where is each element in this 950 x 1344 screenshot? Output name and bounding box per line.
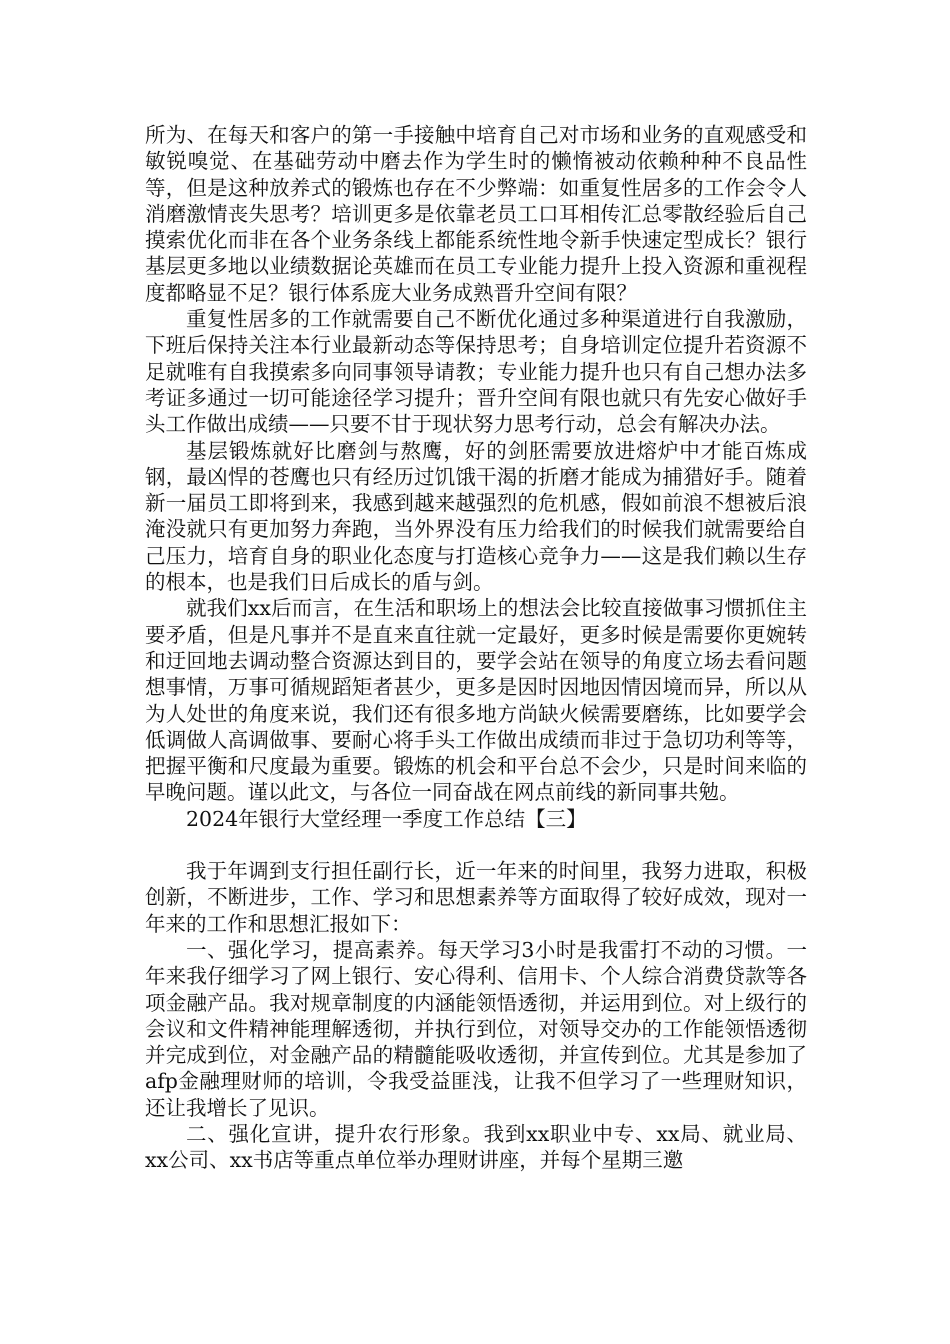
paragraph-3: 基层锻炼就好比磨剑与熬鹰，好的剑胚需要放进熔炉中才能百炼成钢，最凶悍的苍鹰也只有经历过饥饿干渴的折磨才能成为捕猎好手。随着新一届员工即将到来，我感到越来越强烈的危机感，假如前浪不想被后浪淹没就只有更加努力奔跑，当外界没有压力给我们的时候我们就需要给自己压力，培育自身的职业化态度与打造核心竞争力——这是我们赖以生存的根本，也是我们日后成长的盾与剑。 — [145, 438, 807, 595]
blank-line — [145, 832, 807, 858]
paragraph-4: 就我们xx后而言，在生活和职场上的想法会比较直接做事习惯抓住主要矛盾，但是凡事并不是直来直往就一定最好，更多时候是需要你更婉转和迂回地去调动整合资源达到目的，要学会站在领导的角度立场去看问题想事情，万事可循规蹈矩者甚少，更多是因时因地因情因境而异，所以从为人处世的角度来说，我们还有很多地方尚缺火候需要磨练，比如要学会低调做人高调做事、要耐心将手头工作做出成绩而非过于急切功利等等，把握平衡和尺度最为重要。锻炼的机会和平台总不会少，只是时间来临的早晚问题。谨以此文，与各位一同奋战在网点前线的新同事共勉。 — [145, 596, 807, 805]
paragraph-1: 所为、在每天和客户的第一手接触中培育自己对市场和业务的直观感受和敏锐嗅觉、在基础劳动中磨去作为学生时的懒惰被动依赖种种不良品性等，但是这种放养式的锻炼也存在不少弊端：如重复性居多的工作会令人消磨激情丧失思考？培训更多是依靠老员工口耳相传汇总零散经验后自己摸索优化而非在各个业务条线上都能系统性地令新手快速定型成长？银行基层更多地以业绩数据论英雄而在员工专业能力提升上投入资源和重视程度都略显不足？银行体系庞大业务成熟晋升空间有限？ — [145, 123, 807, 305]
section-paragraph-3: 二、强化宣讲，提升农行形象。我到xx职业中专、xx局、就业局、xx公司、xx书店等重点单位举办理财讲座，并每个星期三邀 — [145, 1121, 807, 1173]
section-heading: 2024年银行大堂经理一季度工作总结【三】 — [186, 806, 587, 831]
document-page — [145, 122, 807, 1174]
section-paragraph-1: 我于年调到支行担任副行长，近一年来的时间里，我努力进取，积极创新，不断进步，工作、学习和思想素养等方面取得了较好成效，现对一年来的工作和思想汇报如下： — [145, 859, 807, 936]
paragraph-2: 重复性居多的工作就需要自己不断优化通过多种渠道进行自我激励，下班后保持关注本行业最新动态等保持思考；自身培训定位提升若资源不足就唯有自我摸索多向同事领导请教；专业能力提升也只有自己想办法多考证多通过一切可能途径学习提升；晋升空间有限也就只有先安心做好手头工作做出成绩——只要不甘于现状努力思考行动，总会有解决办法。 — [145, 307, 807, 437]
section-paragraph-2: 一、强化学习，提高素养。每天学习3小时是我雷打不动的习惯。一年来我仔细学习了网上银行、安心得利、信用卡、个人综合消费贷款等各项金融产品。我对规章制度的内涵能领悟透彻，并运用到位。对上级行的会议和文件精神能理解透彻，并执行到位，对领导交办的工作能领悟透彻并完成到位，对金融产品的精髓能吸收透彻，并宣传到位。尤其是参加了afp金融理财师的培训，令我受益匪浅，让我不但学习了一些理财知识，还让我增长了见识。 — [145, 937, 807, 1120]
